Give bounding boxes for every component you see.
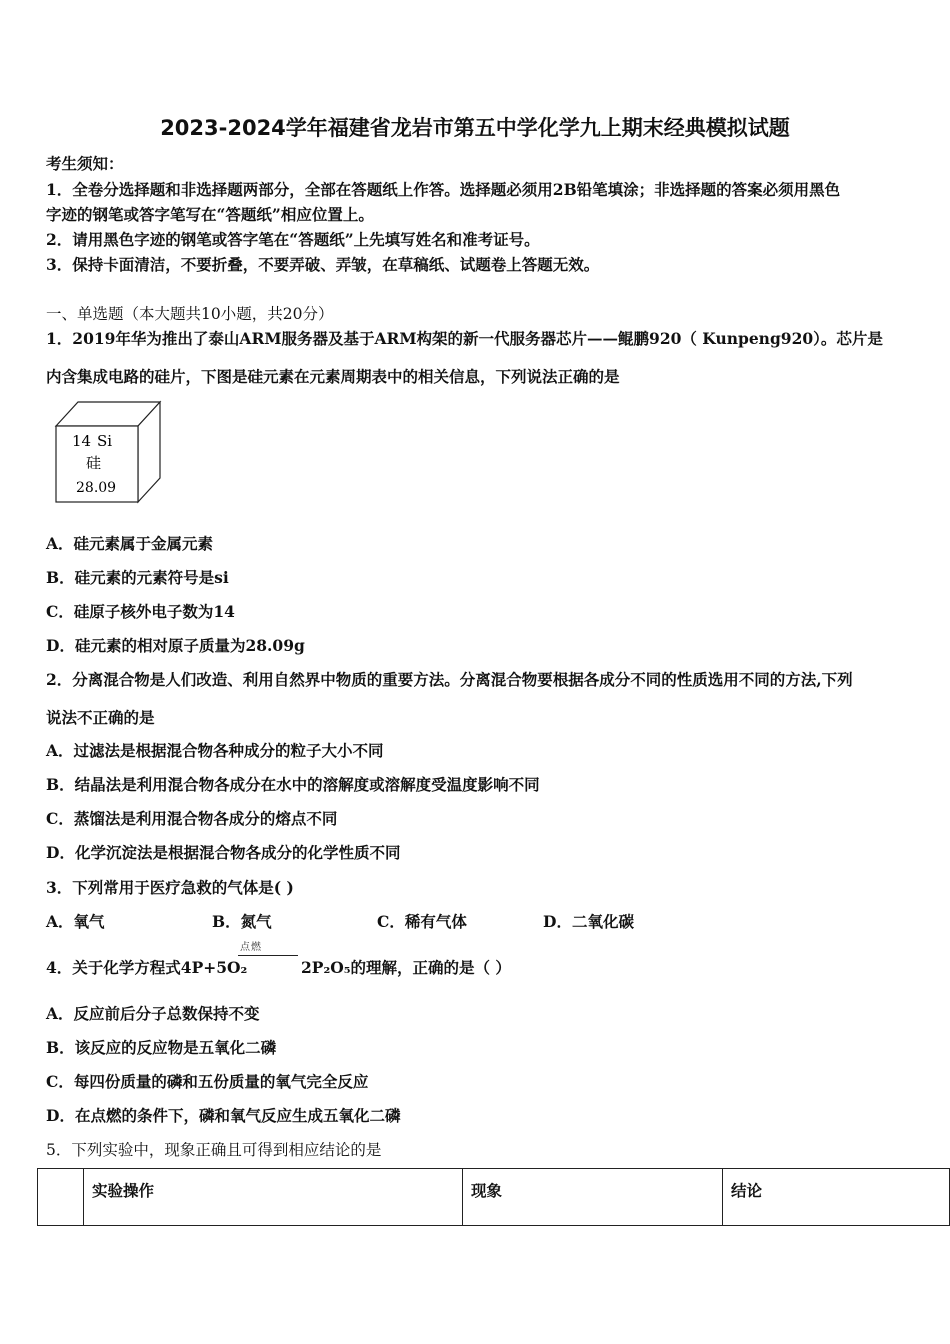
element-number: 14 [72, 432, 92, 450]
q1-option-c: C．硅原子核外电子数为14 [46, 602, 235, 621]
q3-option-b: B．氮气 [212, 912, 272, 931]
q2-option-c: C．蒸馏法是利用混合物各成分的熔点不同 [46, 809, 338, 828]
element-symbol: Si [97, 432, 113, 450]
q2-stem-cont: 说法不正确的是 [46, 708, 155, 727]
q1-option-a: A．硅元素属于金属元素 [46, 534, 214, 553]
q1-option-d: D．硅元素的相对原子质量为28.09g [46, 636, 305, 655]
q4-option-b: B．该反应的反应物是五氧化二磷 [46, 1038, 277, 1057]
reaction-arrow [238, 955, 298, 956]
q1-stem-cont: 内含集成电路的硅片，下图是硅元素在元素周期表中的相关信息，下列说法正确的是 [46, 367, 620, 386]
table-header-conclusion: 结论 [723, 1169, 950, 1226]
notice-item-2: 2．请用黑色字迹的钢笔或答字笔在“答题纸”上先填写姓名和准考证号。 [46, 230, 540, 249]
q3-option-a: A．氧气 [46, 912, 105, 931]
notice-heading: 考生须知： [46, 154, 124, 173]
q3-option-d: D．二氧化碳 [543, 912, 634, 931]
table-header-operation: 实验操作 [84, 1169, 463, 1226]
table-header-phenomenon: 现象 [463, 1169, 723, 1226]
q4-option-a: A．反应前后分子总数保持不变 [46, 1004, 260, 1023]
notice-item-1-cont: 字迹的钢笔或答字笔写在“答题纸”相应位置上。 [46, 205, 374, 224]
q3-stem: 3．下列常用于医疗急救的气体是( ) [46, 878, 294, 897]
q4-option-d: D．在点燃的条件下，磷和氧气反应生成五氧化二磷 [46, 1106, 401, 1125]
element-name: 硅 [86, 454, 102, 472]
table-header-row [38, 1169, 950, 1226]
q1-stem: 1．2019年华为推出了泰山ARM服务器及基于ARM构架的新一代服务器芯片——鲲鹏920（ Kunpeng920）。芯片是 [46, 329, 883, 348]
q5-stem: 5．下列实验中，现象正确且可得到相应结论的是 [46, 1141, 382, 1159]
silicon-element-card [52, 400, 164, 506]
q4-stem-cont: 2P₂O₅的理解，正确的是（ ） [301, 958, 511, 977]
q4-stem: 4．关于化学方程式4P+5O₂ [46, 958, 248, 977]
q3-option-c: C．稀有气体 [377, 912, 467, 931]
q4-option-c: C．每四份质量的磷和五份质量的氧气完全反应 [46, 1072, 369, 1091]
section-heading: 一、单选题（本大题共10小题，共20分） [46, 305, 334, 323]
notice-item-3: 3．保持卡面清洁，不要折叠，不要弄破、弄皱，在草稿纸、试题卷上答题无效。 [46, 255, 600, 274]
reaction-condition: 点燃 [240, 942, 262, 953]
page-title: 2023-2024学年福建省龙岩市第五中学化学九上期末经典模拟试题 [160, 116, 790, 140]
q2-option-b: B．结晶法是利用混合物各成分在水中的溶解度或溶解度受温度影响不同 [46, 775, 540, 794]
table-header-index [38, 1169, 84, 1226]
q2-option-a: A．过滤法是根据混合物各种成分的粒子大小不同 [46, 741, 384, 760]
element-mass: 28.09 [76, 480, 117, 496]
q1-option-b: B．硅元素的元素符号是si [46, 568, 229, 587]
notice-item-1: 1．全卷分选择题和非选择题两部分，全部在答题纸上作答。选择题必须用2B铅笔填涂；非选择题的答案必须用黑色 [46, 180, 841, 199]
q5-table [37, 1168, 950, 1226]
q2-option-d: D．化学沉淀法是根据混合物各成分的化学性质不同 [46, 843, 401, 862]
q2-stem: 2．分离混合物是人们改造、利用自然界中物质的重要方法。分离混合物要根据各成分不同的性质选用不同的方法,下列 [46, 670, 853, 689]
